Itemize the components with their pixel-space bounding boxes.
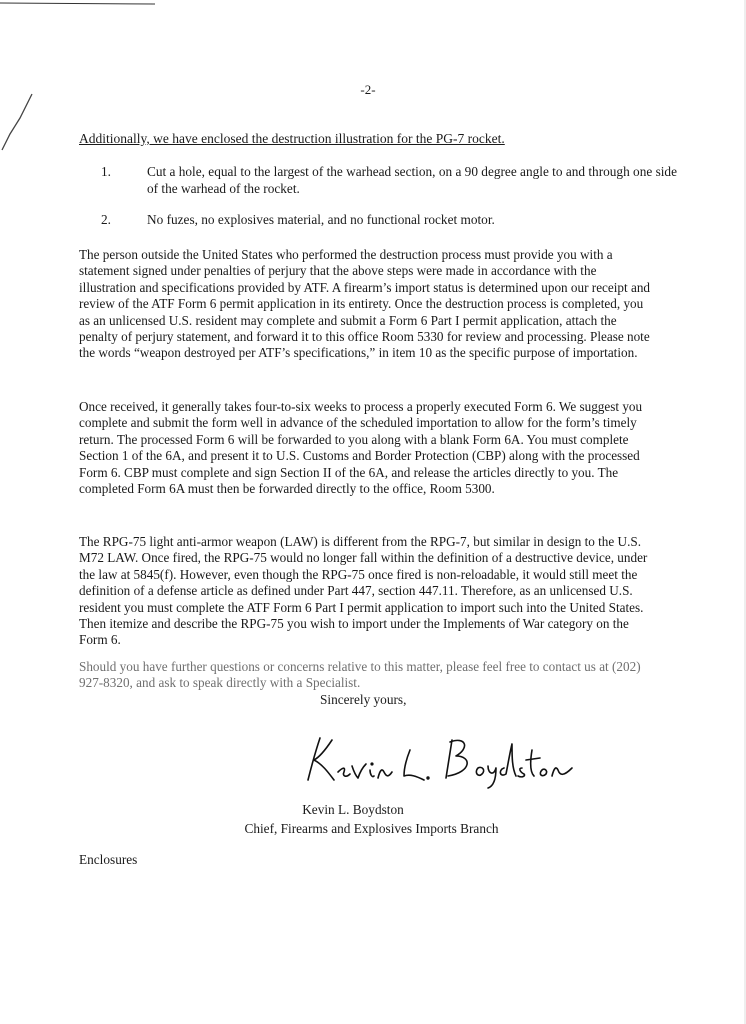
page-number: -2- [360,82,376,97]
scan-edge-line [0,0,160,8]
list-item [79,211,679,228]
step-text: Cut a hole, equal to the largest of the warhead section, on a 90 degree angle to and through one side of the warhead of the rocket. [147,164,677,196]
paragraph-contact: Should you have further questions or concerns relative to this matter, please feel free to contact us at (202) 927-8320, and ask to speak directly with a Specialist. [79,659,641,691]
scan-edge-shadow [740,0,746,1024]
signer-name: Kevin L. Boydston [302,802,404,817]
step-number: 1. [101,164,111,179]
enclosures-note: Enclosures [79,852,138,867]
destruction-steps-list [79,163,679,242]
handwritten-signature [290,720,590,790]
paragraph-form6-processing: Once received, it generally takes four-to-six weeks to process a properly executed Form 6. We suggest you complete and submit the form well in advance of the scheduled importation to allow for the form’s timely return. The processed Form 6 will be forwarded to you along with a blank Form 6A. You must complete Section 1 of the 6A, and present it to U.S. Customs and Border Protection (CBP) along with the processed Form 6. CBP must complete and sign Section II of the 6A, and release the articles directly to you. The completed Form 6A must then be forwarded directly to the office, Room 5300. [79,399,643,497]
paragraph-rpg75: The RPG-75 light anti-armor weapon (LAW) is different from the RPG-7, but similar in design to the U.S. M72 LAW. Once fired, the RPG-75 would no longer fall within the definition of a destructive device, under the law at 5845(f). However, even though the RPG-75 once fired is non-reloadable, it would still meet the definition of a defense article as defined under Part 447, section 447.11. Therefore, as an unlicensed U.S. resident you must complete the ATF Form 6 Part I permit application to import such into the United States. Then itemize and describe the RPG-75 you wish to import under the Implements of War category on the Form 6. [79,534,648,648]
paragraph-destruction-statement: The person outside the United States who performed the destruction process must provide you with a statement signed under penalties of perjury that the above steps were made in accordance with the illustration and specifications provided by ATF. A firearm’s import status is determined upon our receipt and review of the ATF Form 6 permit application in its entirety. Once the destruction process is completed, you as an unlicensed U.S. resident may complete and submit a Form 6 Part I permit application, attach the penalty of perjury statement, and forward it to this office Room 5330 for review and processing. Please note the words “weapon destroyed per ATF’s specifications,” in item 10 as the specific purpose of importation. [79,247,651,361]
step-text: No fuzes, no explosives material, and no functional rocket motor. [147,212,495,227]
step-number: 2. [101,212,111,227]
closing-salutation: Sincerely yours, [320,692,407,707]
intro-heading: Additionally, we have enclosed the destruction illustration for the PG-7 rocket. [79,131,505,146]
signer-title: Chief, Firearms and Explosives Imports Branch [244,821,499,836]
list-item [79,163,679,197]
